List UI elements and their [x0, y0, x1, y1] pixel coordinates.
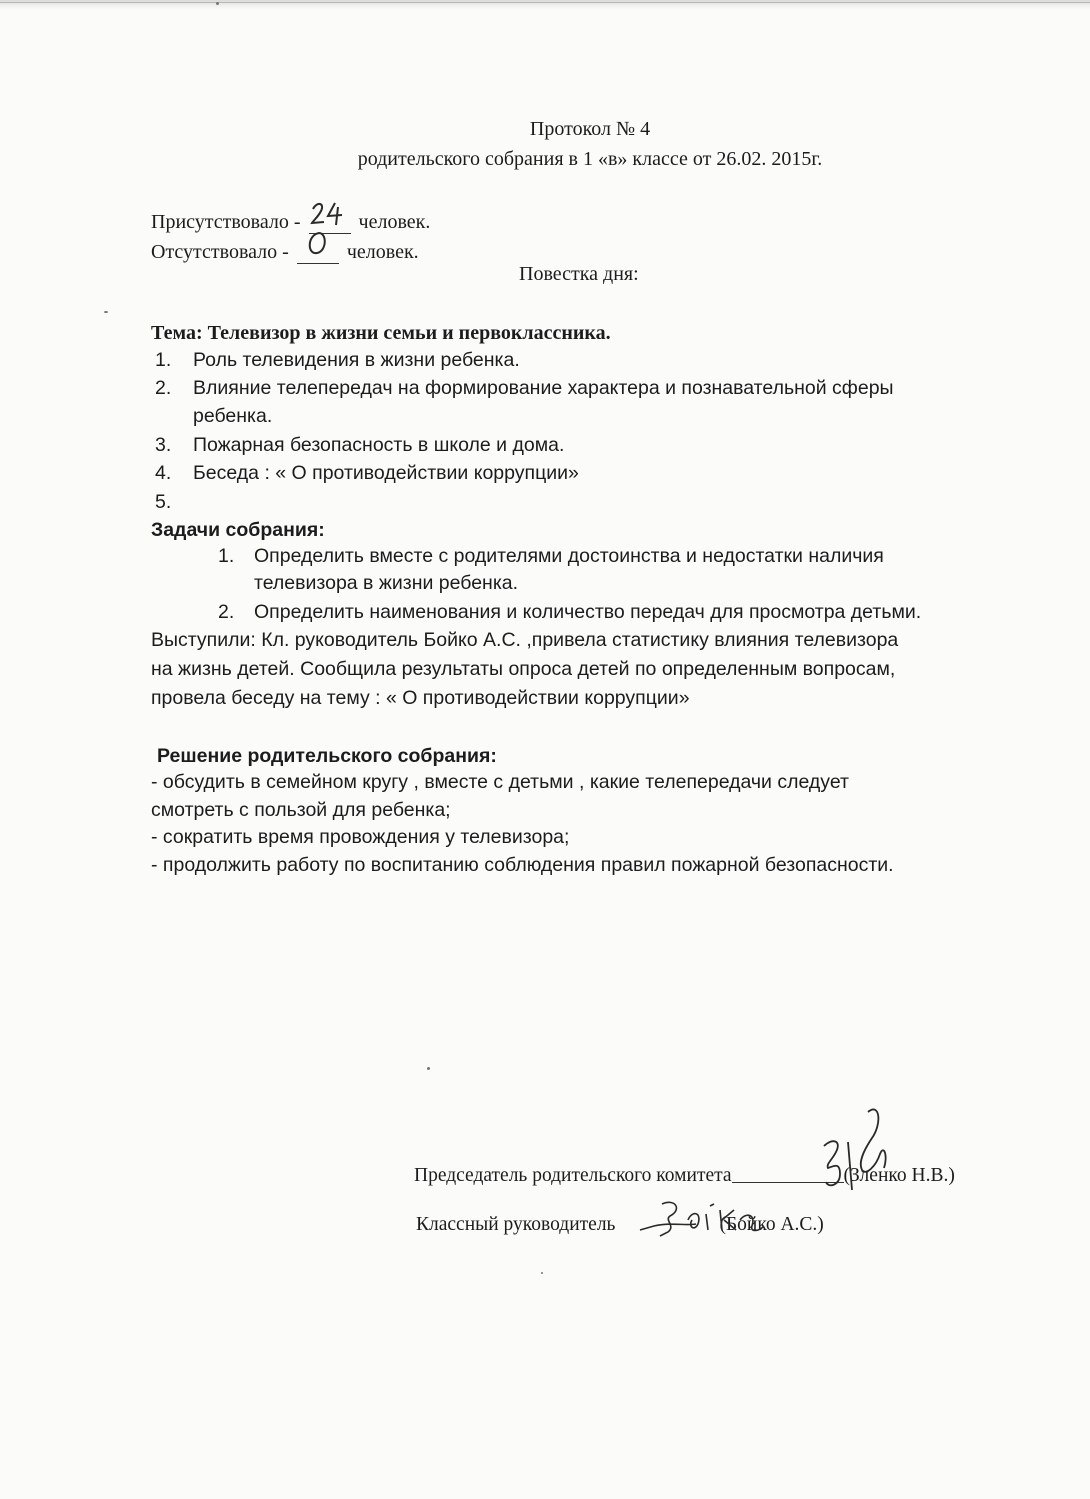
- agenda-item-num: 4.: [155, 462, 172, 484]
- protocol-subtitle: родительского собрания в 1 «в» классе от 26.02. 2015г.: [357, 148, 823, 170]
- agenda-heading: Повестка дня:: [519, 263, 639, 285]
- task-item-1: [218, 545, 884, 568]
- teacher-signature: [636, 1196, 770, 1246]
- task-item-num: 1.: [218, 545, 235, 567]
- speakers-line-2: на жизнь детей. Сообщила результаты опроса детей по определенным вопросам,: [151, 658, 896, 680]
- absent-unit: человек.: [346, 241, 419, 263]
- chairman-signature: [818, 1104, 898, 1200]
- agenda-item-num: 3.: [155, 434, 172, 456]
- agenda-item-text: Влияние телепередач на формирование характера и познавательной сферы: [193, 377, 894, 399]
- agenda-topic: Тема: Телевизор в жизни семьи и первоклассника.: [151, 322, 611, 344]
- decision-heading: Решение родительского собрания:: [157, 745, 497, 767]
- decision-line-1: - обсудить в семейном кругу , вместе с детьми , какие телепередачи следует: [151, 771, 849, 793]
- present-unit: человек.: [358, 211, 431, 233]
- speakers-line-1: Выступили: Кл. руководитель Бойко А.С. ,привела статистику влияния телевизора: [151, 629, 899, 651]
- agenda-item-2: [155, 377, 894, 400]
- decision-line-4: - продолжить работу по воспитанию соблюдения правил пожарной безопасности.: [151, 854, 894, 876]
- agenda-item-text: Пожарная безопасность в школе и дома.: [193, 434, 565, 456]
- agenda-item-5: [155, 491, 193, 514]
- agenda-item-num: 1.: [155, 349, 172, 371]
- agenda-item-2-cont: ребенка.: [193, 405, 273, 427]
- task-item-text: Определить вместе с родителями достоинства и недостатки наличия: [254, 545, 884, 567]
- teacher-label: Классный руководитель: [416, 1214, 616, 1235]
- decision-line-3: - сократить время провождения у телевизора;: [151, 826, 570, 848]
- present-label: Присутствовало -: [151, 211, 301, 233]
- agenda-item-text: Роль телевидения в жизни ребенка.: [193, 349, 520, 371]
- task-item-1-cont: телевизора в жизни ребенка.: [254, 572, 519, 594]
- agenda-item-1: [155, 349, 520, 372]
- teacher-name: (Бойко А.С.): [719, 1214, 824, 1235]
- absent-handwriting-svg: [297, 229, 339, 259]
- agenda-item-4: [155, 462, 579, 485]
- absent-label: Отсутствовало -: [151, 241, 289, 263]
- task-item-2: [218, 601, 921, 624]
- chairman-label: Председатель родительского комитета: [414, 1165, 732, 1186]
- attendance-absent: [151, 235, 419, 264]
- scan-speck: [541, 1272, 543, 1274]
- task-item-text: Определить наименования и количество передач для просмотра детьми.: [254, 601, 922, 623]
- agenda-item-text: Беседа : « О противодействии коррупции»: [193, 462, 579, 484]
- attendance-present: [151, 205, 430, 234]
- scan-speck: [104, 311, 108, 313]
- decision-line-2: смотреть с пользой для ребенка;: [151, 799, 451, 821]
- scan-speck: [216, 2, 219, 5]
- task-item-num: 2.: [218, 601, 235, 623]
- agenda-item-3: [155, 434, 564, 457]
- tasks-heading: Задачи собрания:: [151, 519, 325, 541]
- protocol-title: Протокол № 4: [529, 118, 651, 140]
- present-handwriting-svg: [309, 199, 351, 229]
- scan-top-line: [0, 2, 1090, 3]
- absent-handwritten-value: [297, 235, 339, 264]
- agenda-item-num: 5.: [155, 491, 172, 513]
- speakers-line-3: провела беседу на тему : « О противодействии коррупции»: [151, 687, 690, 709]
- scan-speck: [427, 1067, 430, 1070]
- agenda-item-num: 2.: [155, 377, 172, 399]
- chairman-name: (Зленко Н.В.): [843, 1165, 955, 1186]
